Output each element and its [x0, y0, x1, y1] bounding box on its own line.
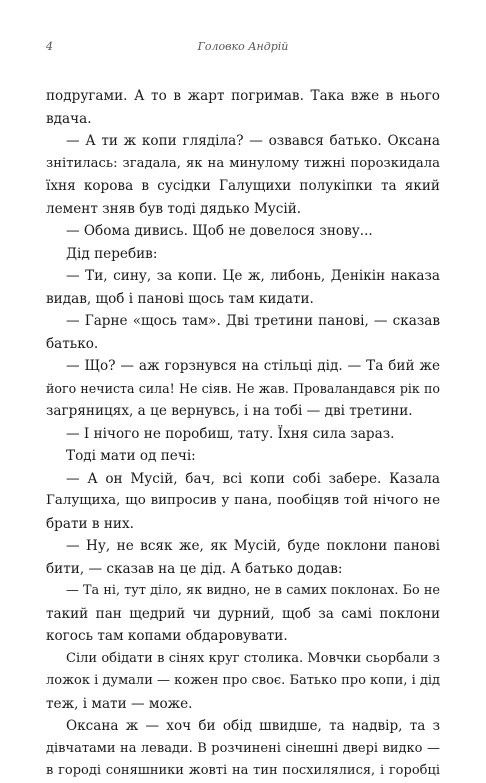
page-header	[46, 40, 440, 56]
text-line: теж, і мати — може.	[46, 695, 193, 712]
text-line: — І нічого не поробиш, тату. Їхня сила зараз.	[66, 425, 395, 442]
text-line: подругами. А то в жарт погримав. Така вже в нього	[46, 88, 440, 104]
text-line: їхня корова в сусідки Галущихи полукіпки та який	[46, 178, 440, 194]
text-line: брати в них.	[46, 515, 134, 532]
text-line: Оксана ж — хоч би обід швидше, та надвір, та з	[66, 718, 440, 734]
text-line: Галущиха, що випросив у пана, пообіцяв той нічого не	[46, 493, 440, 508]
text-line: дівчатами на левади. В розчинені сінешні двері видко —	[46, 740, 440, 756]
text-line: — Та ні, тут діло, як видно, не в самих поклонах. Бо не	[66, 583, 440, 598]
text-line: загряницях, а це вернувсь, і на тобі — дві третини.	[46, 403, 413, 419]
text-line: — Ну, не всяк же, як Мусій, буде поклони панові	[66, 538, 440, 554]
text-line: його нечиста сила! Не сіяв. Не жав. Проваландався рік по	[46, 380, 440, 396]
text-line: знітилась: згадала, як на минулому тижні порозкидала	[46, 155, 440, 171]
text-line: Дід перебив:	[66, 245, 158, 262]
body-text	[46, 85, 440, 783]
text-line: Сіли обідати в сінях круг столика. Мовчки сьорбали з	[66, 650, 440, 666]
text-line: — А он Мусій, бач, всі копи собі забере. Казала	[66, 470, 440, 487]
text-line: вдача.	[46, 110, 92, 127]
text-line: батько.	[46, 335, 99, 352]
text-line: бити, — сказав на це дід. А батько додав:	[46, 560, 343, 577]
text-line: — Гарне «щось там». Дві третини панові, — сказав	[66, 313, 440, 329]
text-line: видав, щоб і панові щось там кидати.	[46, 290, 314, 307]
text-line: — Ти, сину, за копи. Це ж, либонь, Денікін наказа	[66, 268, 440, 284]
text-line: ложок і думали — кожен про своє. Батько про копи, і дід	[46, 673, 441, 688]
text-line: в городі соняшники жовті на тин посхилялися, і горобці	[46, 763, 440, 778]
text-line: когось там копами обдаровувати.	[46, 628, 288, 644]
text-line: Тоді мати од печі:	[66, 448, 196, 464]
text-line: лемент зняв був тоді дядько Мусій.	[46, 200, 302, 217]
running-title: Головко Андрій	[197, 40, 289, 53]
text-line: — А ти ж копи гляділа? — озвався батько. Оксана	[66, 133, 440, 149]
text-line: такий пан щедрий чи дурний, щоб за самі поклони	[46, 605, 440, 622]
page-number: 4	[46, 40, 53, 53]
text-line: — Що? — аж горзнувся на стільці дід. — Та бий же	[66, 358, 440, 374]
text-line: — Обома дивись. Щоб не довелося знову...	[66, 223, 373, 239]
